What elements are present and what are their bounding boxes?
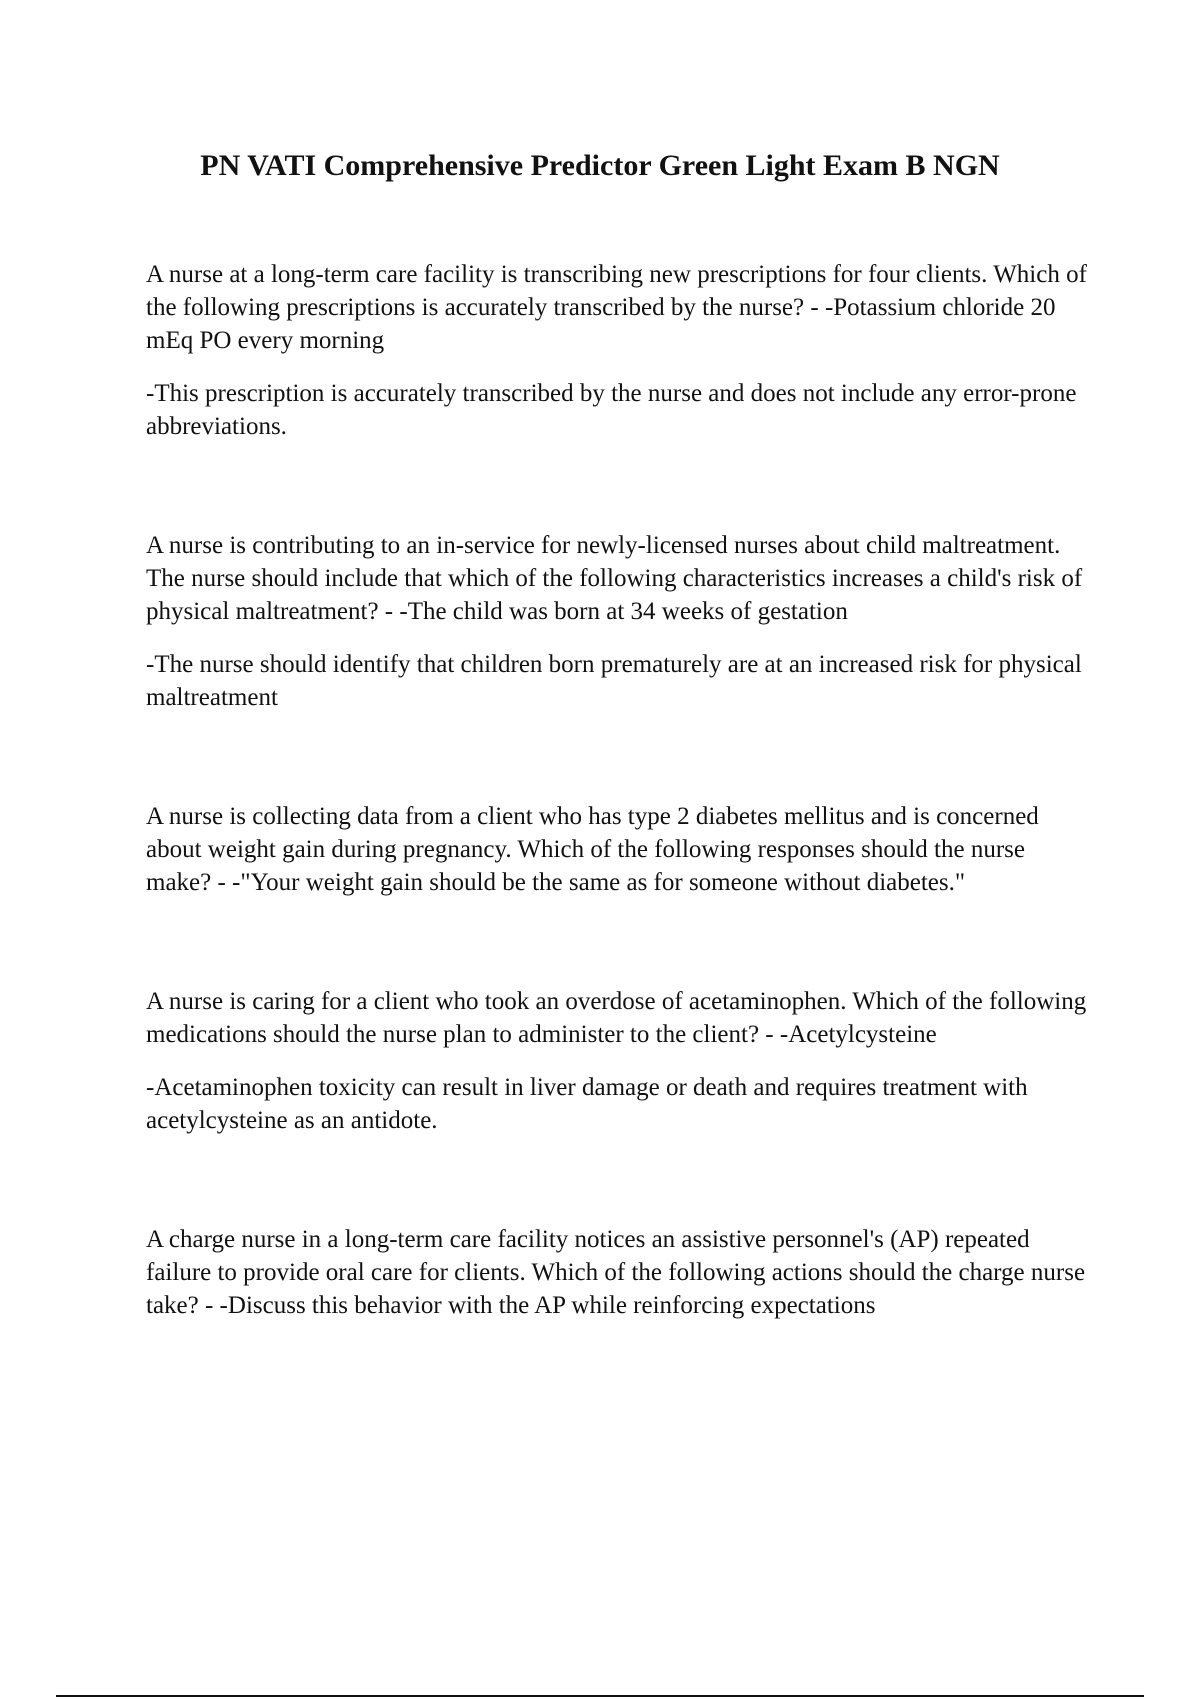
- footer-divider: [56, 1695, 1144, 1697]
- rationale-text: -The nurse should identify that children born prematurely are at an increased risk for physical maltreatment: [146, 651, 1082, 711]
- question-text: A nurse at a long-term care facility is transcribing new prescriptions for four clients. Which of the following prescriptions is accurately transcribed by the nurse? - -Potassium chloride 20 mEq PO every morning: [146, 261, 1087, 354]
- qa-item: [146, 800, 1096, 899]
- page-title: PN VATI Comprehensive Predictor Green Light Exam B NGN: [200, 149, 1000, 182]
- spacer: [146, 714, 1096, 800]
- qa-list: [146, 258, 1096, 1322]
- qa-item: [146, 1223, 1096, 1322]
- qa-item: [146, 985, 1096, 1137]
- rationale-text: -Acetaminophen toxicity can result in liver damage or death and requires treatment with acetylcysteine as an antidote.: [146, 1074, 1028, 1134]
- qa-item: [146, 529, 1096, 714]
- question-text: A charge nurse in a long-term care facility notices an assistive personnel's (AP) repeated failure to provide oral care for clients. Which of the following actions should the charge nurse take? - -Discuss this behavior with the AP while reinforcing expectations: [146, 1226, 1086, 1319]
- question-text: A nurse is collecting data from a client who has type 2 diabetes mellitus and is concerned about weight gain during pregnancy. Which of the following responses should the nurse make? - -"Your weight gain should be the same as for someone without diabetes.": [146, 803, 1039, 896]
- question-text: A nurse is caring for a client who took an overdose of acetaminophen. Which of the following medications should the nurse plan to administer to the client? - -Acetylcysteine: [146, 988, 1087, 1048]
- qa-item: [146, 258, 1096, 443]
- spacer: [146, 1137, 1096, 1223]
- spacer: [146, 443, 1096, 529]
- question-text: A nurse is contributing to an in-service for newly-licensed nurses about child maltreatment. The nurse should include that which of the following characteristics increases a child's risk of physical maltreatment? - -The child was born at 34 weeks of gestation: [146, 532, 1083, 625]
- rationale-text: -This prescription is accurately transcribed by the nurse and does not include any error-prone abbreviations.: [146, 380, 1077, 440]
- spacer: [146, 899, 1096, 985]
